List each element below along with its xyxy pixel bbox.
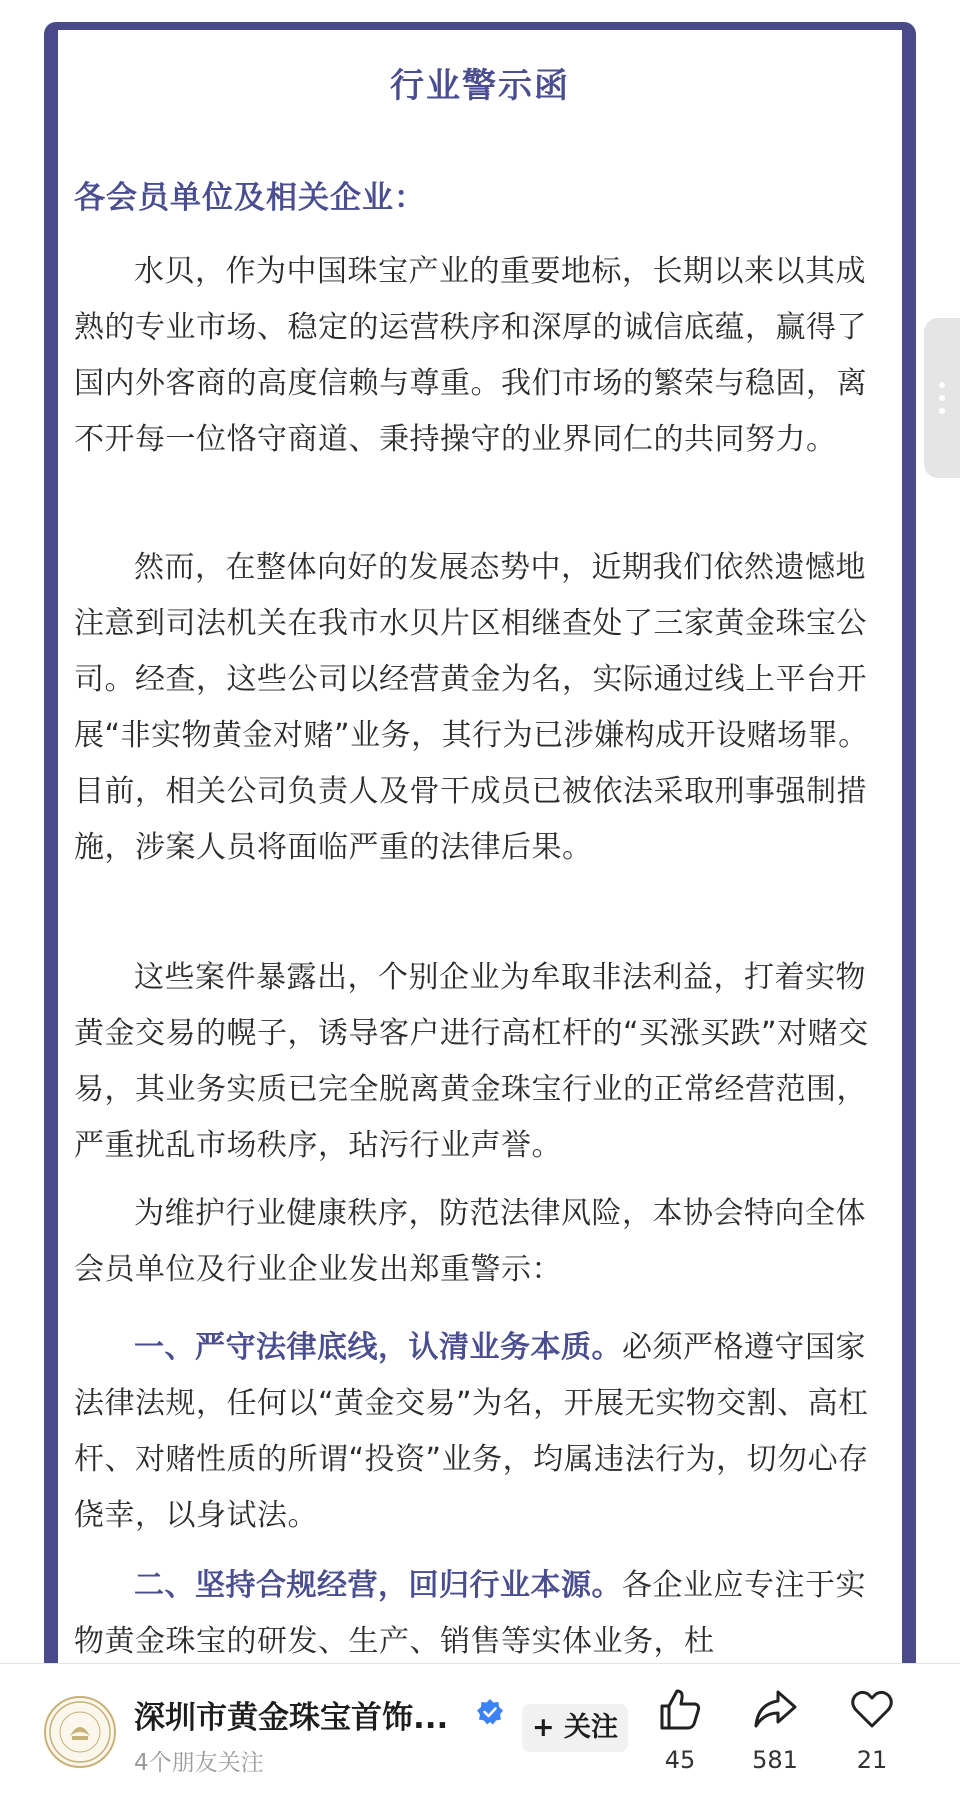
point-1-heading: 一、严守法律底线，认清业务本质。 — [134, 1330, 622, 1365]
point-1-body: 必须严格遵守国家法律法规，任何以“黄金交易”为名，开展无实物交割、高杠杆、对赌性质的所谓“投资”业务，均属违法行为，切勿心存侥幸，以身试法。 — [74, 1330, 869, 1533]
bottom-action-bar — [0, 1663, 960, 1812]
verified-badge-icon — [476, 1698, 504, 1726]
point-2 — [74, 1558, 882, 1670]
paragraph-3: 这些案件暴露出，个别企业为牟取非法利益，打着实物黄金交易的幌子，诱导客户进行高杠杆的“买涨买跌”对赌交易，其业务实质已完全脱离黄金珠宝行业的正常经营范围，严重扰乱市场秩序，玷污行业声誉。 — [74, 960, 869, 1163]
thumbs-up-icon — [657, 1686, 703, 1732]
dot-icon — [939, 395, 945, 401]
paragraph-1: 水贝，作为中国珠宝产业的重要地标，长期以来以其成熟的专业市场、稳定的运营秩序和深厚的诚信底蕴，赢得了国内外客商的高度信赖与尊重。我们市场的繁荣与稳固，离不开每一位恪守商道、秉持操守的业界同仁的共同努力。 — [74, 254, 867, 457]
account-name[interactable]: 深圳市黄金珠宝首饰... — [134, 1700, 449, 1736]
heart-icon — [849, 1686, 895, 1732]
document-title: 行业警示函 — [390, 66, 570, 106]
point-2-body: 各企业应专注于实物黄金珠宝的研发、生产、销售等实体业务，杜 — [74, 1568, 866, 1659]
paragraph-2: 然而，在整体向好的发展态势中，近期我们依然遗憾地注意到司法机关在我市水贝片区相继查处了三家黄金珠宝公司。经查，这些公司以经营黄金为名，实际通过线上平台开展“非实物黄金对赌”业务，其行为已涉嫌构成开设赌场罪。目前，相关公司负责人及骨干成员已被依法采取刑事强制措施，涉案人员将面临严重的法律后果。 — [74, 550, 869, 865]
paragraph-4: 为维护行业健康秩序，防范法律风险，本协会特向全体会员单位及行业企业发出郑重警示： — [74, 1196, 866, 1287]
association-logo-icon — [46, 1698, 114, 1766]
salutation: 各会员单位及相关企业： — [74, 180, 426, 216]
follow-button[interactable]: + 关注 — [522, 1704, 628, 1752]
share-arrow-icon — [752, 1686, 798, 1732]
dot-icon — [939, 408, 945, 414]
dot-icon — [939, 382, 945, 388]
share-button[interactable] — [735, 1686, 815, 1774]
side-drawer-handle[interactable] — [924, 318, 960, 478]
point-1 — [74, 1320, 882, 1544]
point-2-heading: 二、坚持合规经营，回归行业本源。 — [134, 1568, 622, 1603]
followers-text: 4个朋友关注 — [134, 1750, 264, 1776]
like-button[interactable] — [640, 1686, 720, 1774]
favorite-button[interactable] — [832, 1686, 912, 1774]
favorite-count: 21 — [856, 1746, 888, 1774]
avatar[interactable] — [44, 1696, 116, 1768]
share-count: 581 — [752, 1746, 798, 1774]
like-count: 45 — [664, 1746, 696, 1774]
